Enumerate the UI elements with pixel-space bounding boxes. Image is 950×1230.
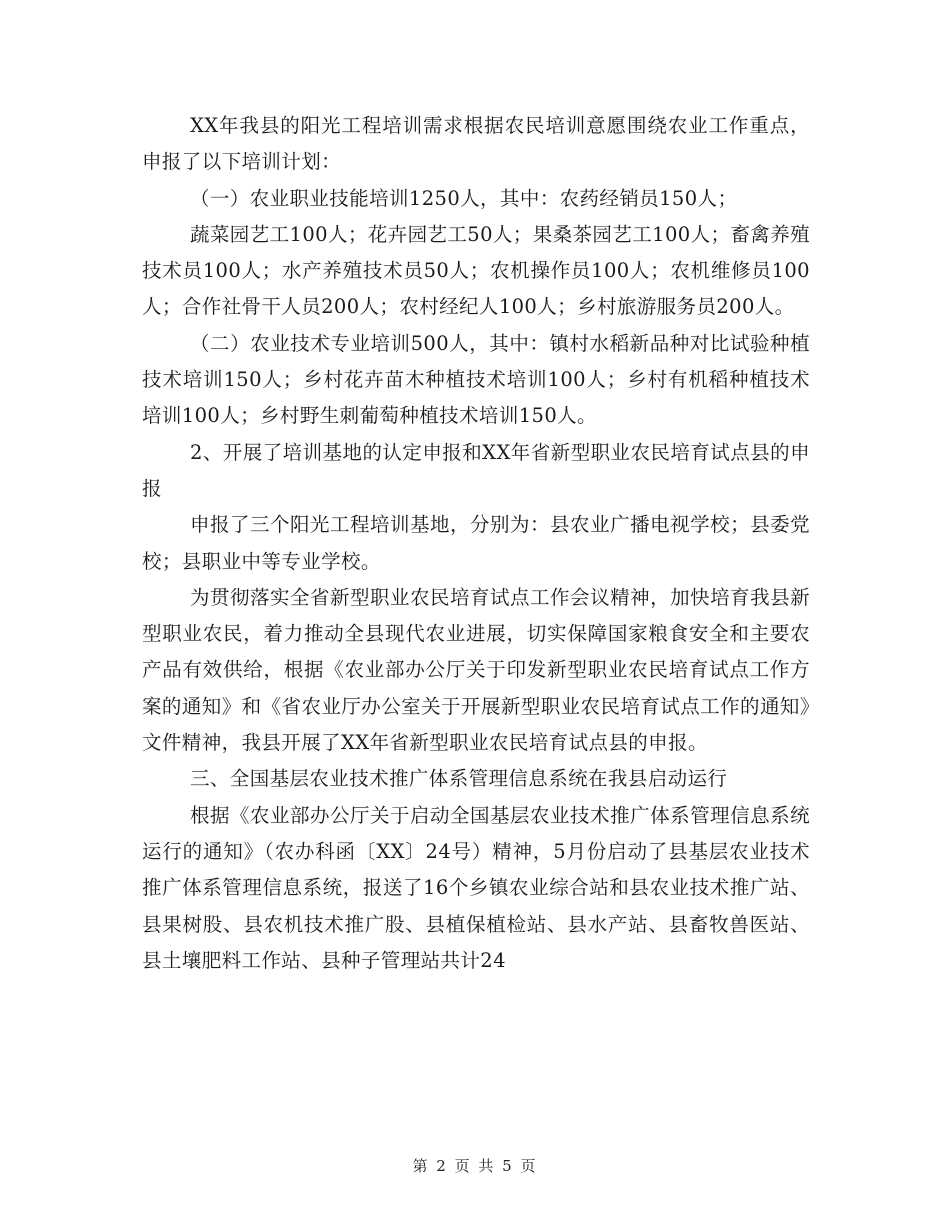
paragraph-skill-training: （一）农业职业技能培训1250人，其中：农药经销员150人； <box>190 186 738 210</box>
paragraph-training-demand: XX年我县的阳光工程培训需求根据农民培训意愿围绕农业工作重点，申报了以下培训计划： <box>142 114 810 174</box>
paragraph-info-system: 根据《农业部办公厅关于启动全国基层农业技术推广体系管理信息系统运行的通知》（农办科函〔XX〕24号）精神，5月份启动了县基层农业技术推广体系管理信息系统，报送了16个乡镇农业综合站和县农业技术推广站、县果树股、县农机技术推广股、县植保植检站、县水产站、县畜牧兽医站、县土壤肥料工作站、县种子管理站共计24 <box>142 803 810 972</box>
paragraph-section-3-heading: 三、全国基层农业技术推广体系管理信息系统在我县启动运行 <box>190 767 728 791</box>
page-number-footer: 第 2 页 共 5 页 <box>412 1157 538 1175</box>
paragraph-skill-training-detail: 蔬菜园艺工100人；花卉园艺工50人；果桑茶园艺工100人；畜禽养殖技术员100人；水产养殖技术员50人；农机操作员100人；农机维修员100人；合作社骨干人员200人；农村经纪人100人；乡村旅游服务员200人。 <box>142 222 810 319</box>
paragraph-technical-training: （二）农业技术专业培训500人，其中：镇村水稻新品种对比试验种植技术培训150人；乡村花卉苗木种植技术培训100人；乡村有机稻种植技术培训100人；乡村野生刺葡萄种植技术培训150人。 <box>142 331 810 428</box>
paragraph-section-2-heading: 2、开展了培训基地的认定申报和XX年省新型职业农民培育试点县的申报 <box>142 440 810 500</box>
paragraph-pilot-county: 为贯彻落实全省新型职业农民培育试点工作会议精神，加快培育我县新型职业农民，着力推动全县现代农业进展，切实保障国家粮食安全和主要农产品有效供给，根据《农业部办公厅关于印发新型职业农民培育试点工作方案的通知》和《省农业厅办公室关于开展新型职业农民培育试点工作的通知》文件精神，我县开展了XX年省新型职业农民培育试点县的申报。 <box>142 585 810 755</box>
document-body <box>142 108 810 979</box>
paragraph-training-bases: 申报了三个阳光工程培训基地，分别为：县农业广播电视学校；县委党校；县职业中等专业学校。 <box>142 513 810 573</box>
